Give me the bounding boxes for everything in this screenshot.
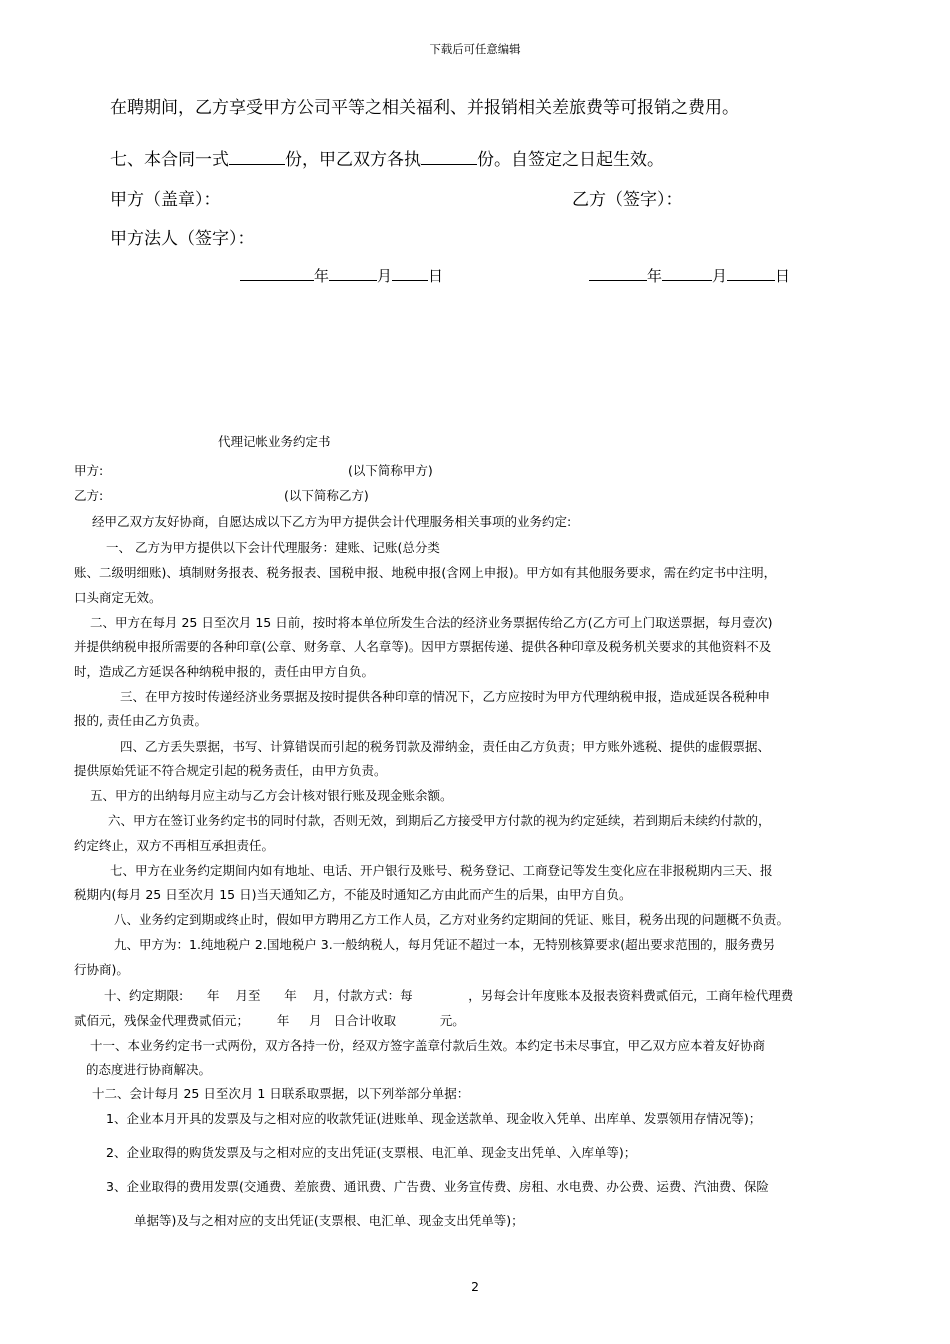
clause-seven-text-a: 本合同一式	[144, 150, 229, 170]
party-a-date	[240, 264, 443, 286]
month-label: 月	[377, 267, 393, 285]
copies-total-blank	[229, 148, 285, 165]
item-1-line-2: 账、二级明细账)、填制财务报表、税务报表、国税申报、地税申报(含网上申报)。甲方如有其他服务要求，需在约定书中注明，	[74, 565, 777, 580]
benefits-paragraph: 在聘期间，乙方享受甲方公司平等之相关福利、并报销相关差旅费等可报销之费用。	[110, 98, 739, 118]
item-3-line-2: 报的, 责任由乙方负责。	[74, 713, 207, 728]
item-2-line-1: 二、甲方在每月 25 日至次月 15 日前，按时将本单位所发生合法的经济业务票据传给乙方(乙方可上门取送票据，每月壹次)	[90, 615, 773, 630]
party-b-sign-label: 乙方（签字）：	[572, 190, 683, 210]
item-6-line-2: 约定终止，双方不再相互承担责任。	[74, 838, 275, 853]
party-b-date	[589, 264, 790, 286]
party-a-note: (以下简称甲方)	[348, 463, 433, 478]
clause-seven-text-c: 份。自签定之日起生效。	[477, 150, 664, 170]
item-10-line-2: 贰佰元，残保金代理费贰佰元； 年 月 日合计收取 元。	[74, 1013, 465, 1028]
item-12: 十二、会计每月 25 日至次月 1 日联系取票据，以下列举部分单据：	[92, 1086, 470, 1101]
party-b-note: (以下简称乙方)	[284, 488, 369, 503]
year-label: 年	[314, 267, 330, 285]
item-7-line-2: 税期内(每月 25 日至次月 15 日)当天通知乙方，不能及时通知乙方由此而产生的后果，由甲方自负。	[74, 887, 632, 902]
year-blank	[240, 264, 314, 281]
document-list-item-3-line-1: 3、企业取得的费用发票(交通费、差旅费、通讯费、广告费、业务宣传费、房租、水电费、办公费、运费、汽油费、保险	[106, 1179, 769, 1194]
intro-paragraph: 经甲乙双方友好协商，自愿达成以下乙方为甲方提供会计代理服务相关事项的业务约定:	[92, 514, 572, 529]
month-label: 月	[712, 267, 728, 285]
item-9-line-2: 行协商)。	[74, 962, 129, 977]
party-b-label: 乙方:	[74, 488, 104, 503]
item-11-line-2: 的态度进行协商解决。	[86, 1062, 212, 1077]
day-label: 日	[775, 267, 791, 285]
document-list-item-1: 1、企业本月开具的发票及与之相对应的收款凭证(进账单、现金送款单、现金收入凭单、出库单、发票领用存情况等)；	[106, 1111, 762, 1126]
item-9-line-1: 九、甲方为：1.纯地税户 2.国地税户 3.一般纳税人，每月凭证不超过一本，无特别核算要求(超出要求范围的，服务费另	[114, 937, 776, 952]
legal-rep-sign-label: 甲方法人（签字）：	[110, 229, 255, 249]
item-4-line-1: 四、乙方丢失票据，书写、计算错误而引起的税务罚款及滞纳金，责任由乙方负责；甲方账外逃税、提供的虚假票据、	[120, 739, 771, 754]
item-5: 五、甲方的出纳每月应主动与乙方会计核对银行账及现金账余额。	[90, 788, 453, 803]
page-header: 下载后可任意编辑	[429, 42, 521, 56]
day-label: 日	[428, 267, 444, 285]
item-6-line-1: 六、甲方在签订业务约定书的同时付款，否则无效，到期后乙方接受甲方付款的视为约定延续，若到期后未续约付款的，	[108, 813, 771, 828]
clause-seven	[110, 145, 664, 170]
party-a-seal-label: 甲方（盖章）：	[110, 190, 221, 210]
item-1-line-3: 口头商定无效。	[74, 590, 162, 605]
party-a-label: 甲方:	[74, 463, 104, 478]
agreement-title: 代理记帐业务约定书	[218, 434, 331, 449]
item-2-line-3: 时，造成乙方延误各种纳税申报的，责任由甲方自负。	[74, 664, 375, 679]
day-blank	[727, 264, 775, 281]
item-8: 八、业务约定到期或终止时，假如甲方聘用乙方工作人员，乙方对业务约定期间的凭证、账目，税务出现的问题概不负责。	[114, 912, 790, 927]
clause-seven-number: 七、	[110, 150, 144, 170]
document-list-item-3-line-2: 单据等)及与之相对应的支出凭证(支票根、电汇单、现金支出凭单等)；	[134, 1213, 524, 1228]
item-3-line-1: 三、在甲方按时传递经济业务票据及按时提供各种印章的情况下，乙方应按时为甲方代理纳税申报，造成延误各税种申	[120, 689, 771, 704]
item-10-line-1: 十、约定期限: 年 月至 年 月，付款方式：每 ，另每会计年度账本及报表资料费贰佰元，工商年检代理费	[104, 988, 794, 1003]
item-11-line-1: 十一、本业务约定书一式两份，双方各持一份，经双方签字盖章付款后生效。本约定书未尽事宜，甲乙双方应本着友好协商	[90, 1038, 766, 1053]
item-4-line-2: 提供原始凭证不符合规定引起的税务责任，由甲方负责。	[74, 763, 387, 778]
year-blank	[589, 264, 647, 281]
copies-each-blank	[421, 148, 477, 165]
year-label: 年	[647, 267, 663, 285]
clause-seven-text-b: 份，甲乙双方各执	[285, 150, 421, 170]
page-number: 2	[471, 1280, 479, 1294]
day-blank	[392, 264, 428, 281]
month-blank	[329, 264, 377, 281]
item-7-line-1: 七、甲方在业务约定期间内如有地址、电话、开户银行及账号、税务登记、工商登记等发生变化应在非报税期内三天、报	[110, 863, 773, 878]
item-1-line-1: 一、 乙方为甲方提供以下会计代理服务：建账、记账(总分类	[106, 540, 440, 555]
month-blank	[662, 264, 712, 281]
document-list-item-2: 2、企业取得的购货发票及与之相对应的支出凭证(支票根、电汇单、现金支出凭单、入库单等)；	[106, 1145, 637, 1160]
item-2-line-2: 并提供纳税申报所需要的各种印章(公章、财务章、人名章等)。因甲方票据传递、提供各种印章及税务机关要求的其他资料不及	[74, 639, 772, 654]
